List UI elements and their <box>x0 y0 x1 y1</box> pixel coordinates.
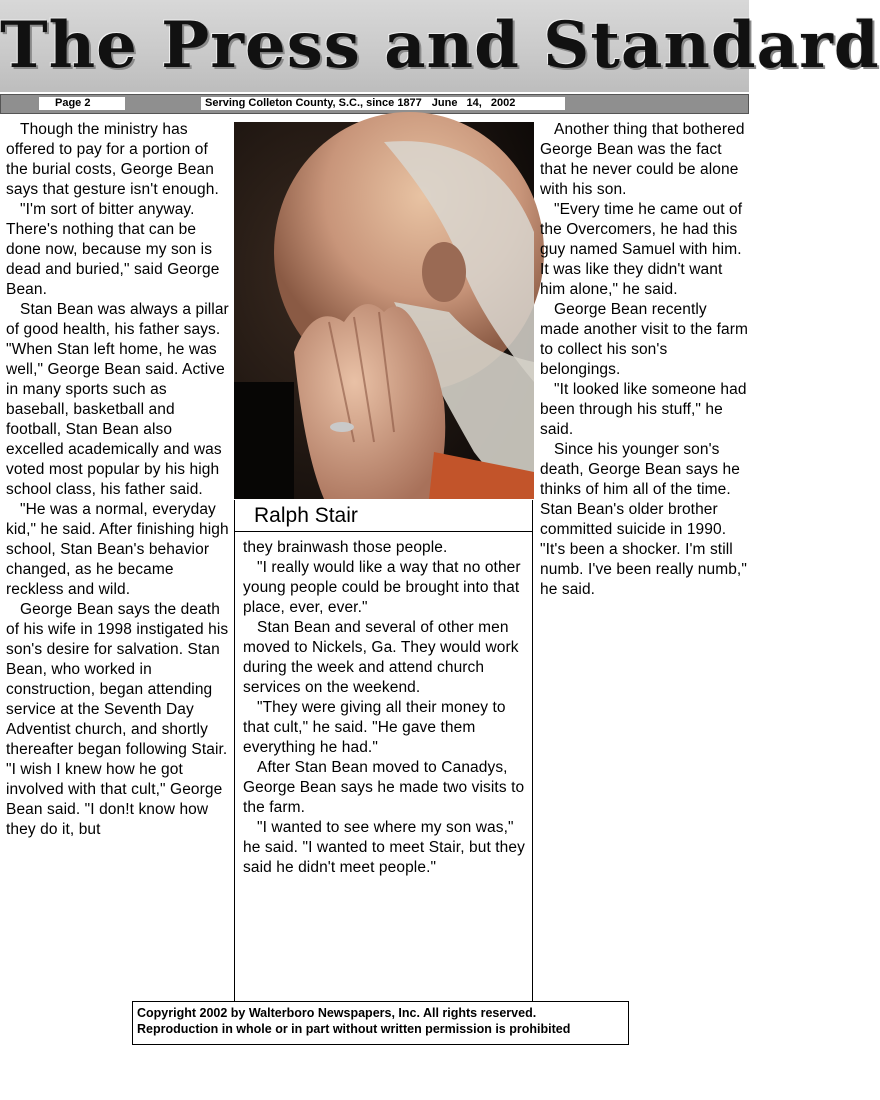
photo-caption: Ralph Stair <box>254 504 358 527</box>
info-bar <box>0 94 749 114</box>
paragraph: Stan Bean and several of other men moved to Nickels, Ga. They would work during the week and attend church services on the weekend. <box>243 619 519 696</box>
paragraph: "I really would like a way that no other young people could be brought into that place, ever, ever." <box>243 559 521 616</box>
article-column-right <box>540 120 749 600</box>
paragraph: "It looked like someone had been through his stuff," he said. <box>540 381 747 438</box>
reproduction-notice: Reproduction in whole or in part without written permission is prohibited <box>137 1022 571 1036</box>
dateline <box>201 97 565 110</box>
paragraph: "They were giving all their money to that cult," he said. "He gave them everything he had." <box>243 699 506 756</box>
paragraph: "I wanted to see where my son was," he said. "I wanted to meet Stair, but they said he didn't meet people." <box>243 819 525 876</box>
paragraph: "It's been a shocker. I'm still numb. I've been really numb," he said. <box>540 541 747 598</box>
photo-ralph-stair <box>234 122 534 499</box>
article-column-middle <box>243 538 529 878</box>
newspaper-title: The Press and Standard <box>0 8 880 83</box>
column-divider-left <box>234 500 235 1002</box>
serving-text: Serving Colleton County, S.C., since 1877 <box>205 97 422 109</box>
paragraph: "Every time he came out of the Overcomers, he had this guy named Samuel with him. It was like they didn't want him alone," he said. <box>540 201 743 298</box>
paragraph: Though the ministry has offered to pay for a portion of the burial costs, George Bean says that gesture isn't enough. <box>6 121 219 198</box>
paragraph: "I wish I knew how he got involved with that cult," George Bean said. "I don!t know how they do it, but <box>6 761 223 838</box>
paragraph: they brainwash those people. <box>243 539 448 556</box>
caption-divider <box>234 531 532 532</box>
copyright-line: Copyright 2002 by Walterboro Newspapers, Inc. All rights reserved. <box>137 1006 537 1020</box>
article-column-left <box>6 120 232 840</box>
column-divider-right <box>532 500 533 1002</box>
paragraph: "He was a normal, everyday kid," he said. After finishing high school, Stan Bean's behavior changed, as he became reckless and wild. <box>6 501 229 598</box>
photo-image <box>234 122 534 499</box>
copyright-notice <box>132 1001 629 1045</box>
paragraph: "I'm sort of bitter anyway. There's nothing that can be done now, because my son is dead and buried," said George Bean. <box>6 201 220 298</box>
issue-date: June 14, 2002 <box>431 97 516 109</box>
paragraph: After Stan Bean moved to Canadys, George Bean says he made two visits to the farm. <box>243 759 525 816</box>
paragraph: George Bean says the death of his wife in 1998 instigated his son's desire for salvation. Stan Bean, who worked in construction, began attending service at the Seventh Day Adventist church, and shortly thereafter began following Stair. <box>6 601 229 758</box>
paragraph: Stan Bean was always a pillar of good health, his father says. "When Stan left home, he was well," George Bean said. Active in many sports such as baseball, basketball and football, Stan Bean also excelled academically and was voted most popular by his high school class, his father said. <box>6 301 229 498</box>
paragraph: George Bean recently made another visit to the farm to collect his son's belongings. <box>540 301 749 378</box>
paragraph: Since his younger son's death, George Bean says he thinks of him all of the time. Stan Bean's older brother committed suicide in 1990. <box>540 441 740 538</box>
paragraph: Another thing that bothered George Bean was the fact that he never could be alone with his son. <box>540 121 745 198</box>
page-number: Page 2 <box>39 97 125 110</box>
masthead <box>0 0 880 92</box>
